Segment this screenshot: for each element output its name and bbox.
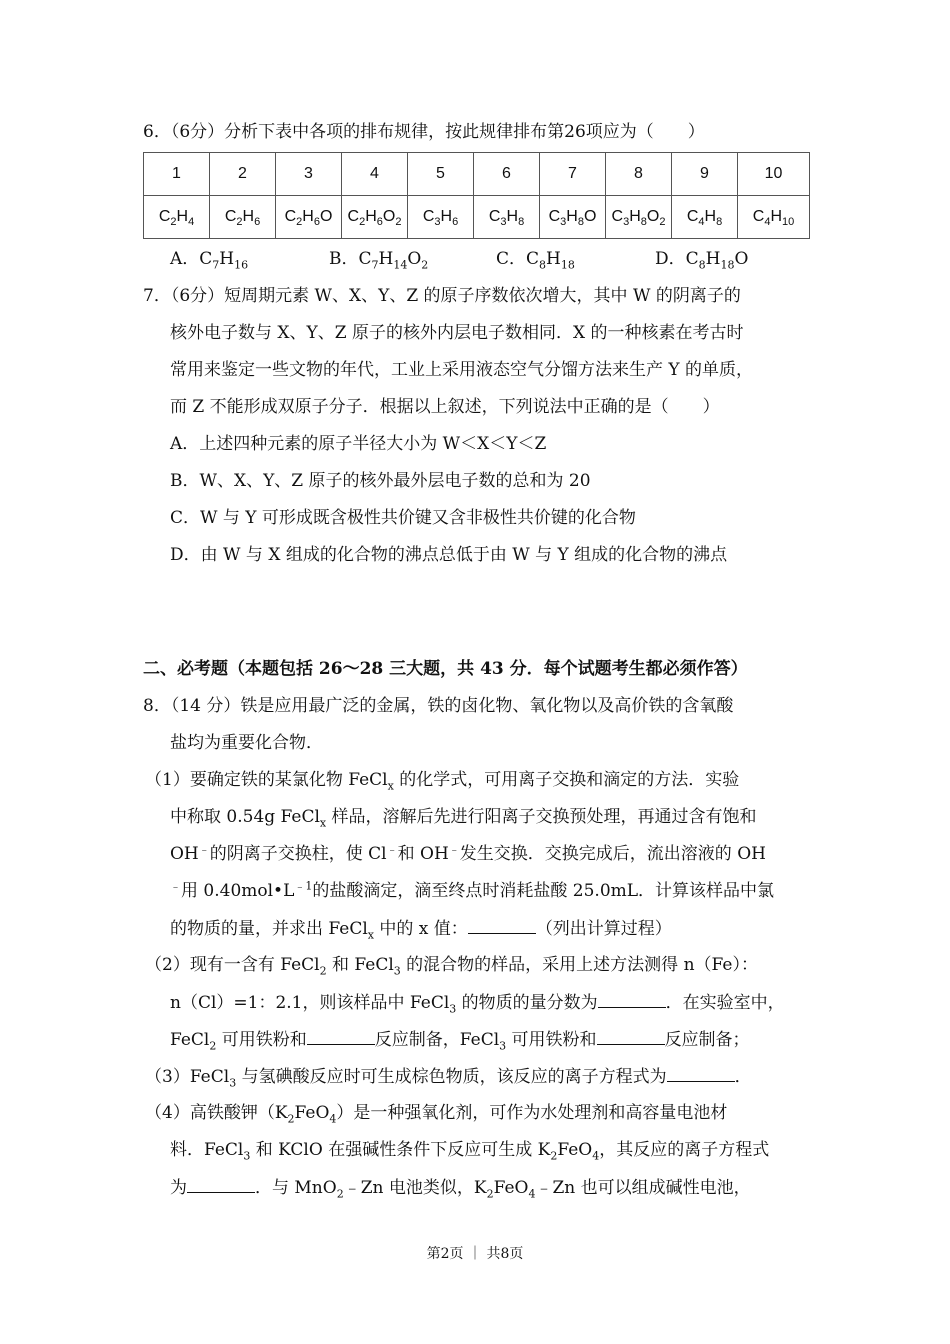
table-header-cell: 10 [738,153,810,196]
table-header-cell: 5 [408,153,474,196]
q6-stem: 6．（6分）分析下表中各项的排布规律，按此规律排布第26项应为（ ） [143,122,705,142]
section-2-title: 二、必考题（本题包括 26～28 三大题，共 43 分．每个试题考生都必须作答） [143,659,748,679]
q8-part1-line-3: OH﹣的阴离子交换柱，使 Cl﹣和 OH﹣发生交换．交换完成后，流出溶液的 OH [170,842,766,864]
q6-option-d: D．$C_8H_{18}O$ [655,249,749,272]
q7-option-d: D．由 W 与 X 组成的化合物的沸点总低于由 W 与 Y 组成的化合物的沸点 [170,545,728,565]
q7-option-a: A．上述四种元素的原子半径大小为 W＜X＜Y＜Z [170,434,547,454]
q7-line-3: 常用来鉴定一些文物的年代，工业上采用液态空气分馏方法来生产 Y 的单质， [170,360,754,380]
table-row-formula [144,196,810,239]
q8-part4-line-3: 为 ．与 MnO$_2$﹣Zn 电池类似，$K_2FeO_4﹣Zn$ 也可以组成碱性电池， [170,1174,751,1201]
q8-part1-line-5: 的物质的量，并求出 FeCl$_x$ 中的 x 值： （列出计算过程） [170,915,672,942]
q8-part1-line-4: ﹣用 $0.40mol•L^{﹣1}$的盐酸滴定，滴至终点时消耗盐酸 25.0mL．计算该样品中氯 [170,879,775,901]
q7-line-1: 7．（6分）短周期元素 W、X、Y、Z 的原子序数依次增大，其中 W 的阴离子的 [143,286,741,306]
answer-blank[interactable] [597,1026,665,1045]
q8-line-1: 8．（14 分）铁是应用最广泛的金属，铁的卤化物、氧化物以及高价铁的含氧酸 [143,696,734,716]
formula-cell: $C_2H_6O$ [276,196,342,239]
table-header-cell: 1 [144,153,210,196]
table-header-cell: 2 [210,153,276,196]
q6-option-a: A．$C_7H_{16}$ [170,249,249,272]
q8-part2-line-1: （2）现有一含有 FeCl$_2$ 和 FeCl$_3$ 的混合物的样品，采用上述方法测得 n（Fe）： [145,955,758,978]
q8-part3-line: （3）FeCl$_3$ 与氢碘酸反应时可生成棕色物质，该反应的离子方程式为 ． [145,1063,752,1090]
table-header-cell: 9 [672,153,738,196]
q6-option-b: B．$C_7H_{14}O_2$ [329,249,429,272]
table-row-index [144,153,810,196]
formula-cell: $C_3H_6$ [408,196,474,239]
q6-option-c: C．$C_8H_{18}$ [496,249,575,272]
formula-cell: $C_3H_8O$ [540,196,606,239]
answer-blank[interactable] [468,915,536,934]
answer-blank[interactable] [667,1063,735,1082]
formula-cell: $C_3H_8$ [474,196,540,239]
q7-line-2: 核外电子数与 X、Y、Z 原子的核外内层电子数相同．X 的一种核素在考古时 [170,323,744,343]
formula-cell: $C_3H_8O_2$ [606,196,672,239]
q8-line-2: 盐均为重要化合物． [170,733,323,753]
formula-cell: $C_2H_6$ [210,196,276,239]
answer-blank[interactable] [307,1026,375,1045]
q7-option-c: C．W 与 Y 可形成既含极性共价键又含非极性共价键的化合物 [170,508,636,528]
table-header-cell: 4 [342,153,408,196]
answer-blank[interactable] [187,1174,255,1193]
q8-part4-line-1: （4）高铁酸钾$(K_2FeO_4)$是一种强氧化剂，可作为水处理剂和高容量电池材 [145,1103,728,1126]
table-header-cell: 6 [474,153,540,196]
table-header-cell: 8 [606,153,672,196]
sequence-table [143,152,810,239]
formula-cell: $C_4H_{10}$ [738,196,810,239]
answer-blank[interactable] [598,989,666,1008]
q7-option-b: B．W、X、Y、Z 原子的核外最外层电子数的总和为 20 [170,471,591,491]
q8-part2-line-3: FeCl$_2$ 可用铁粉和 反应制备，FeCl$_3$ 可用铁粉和 反应制备； [170,1026,750,1053]
q8-part1-line-2: 中称取 0.54g FeCl$_x$ 样品，溶解后先进行阳离子交换预处理，再通过含有饱和 [170,807,757,830]
q8-part4-line-2: 料．FeCl$_3$ 和 KClO 在强碱性条件下反应可生成 $K_2FeO_4$，其反应的离子方程式 [170,1140,770,1163]
formula-cell: $C_4H_8$ [672,196,738,239]
table-header-cell: 3 [276,153,342,196]
q8-part1-line-1: （1）要确定铁的某氯化物 FeCl$_x$ 的化学式，可用离子交换和滴定的方法．实验 [145,770,740,793]
formula-cell: $C_2H_4$ [144,196,210,239]
q8-part2-line-2: n（Cl）=1：2.1，则该样品中 FeCl$_3$ 的物质的量分数为 ．在实验室中， [170,989,785,1016]
formula-cell: $C_2H_6O_2$ [342,196,408,239]
q7-line-4: 而 Z 不能形成双原子分子．根据以上叙述，下列说法中正确的是（ ） [170,397,720,417]
table-header-cell: 7 [540,153,606,196]
page-footer: 第2页 ｜ 共8页 [426,1246,524,1262]
